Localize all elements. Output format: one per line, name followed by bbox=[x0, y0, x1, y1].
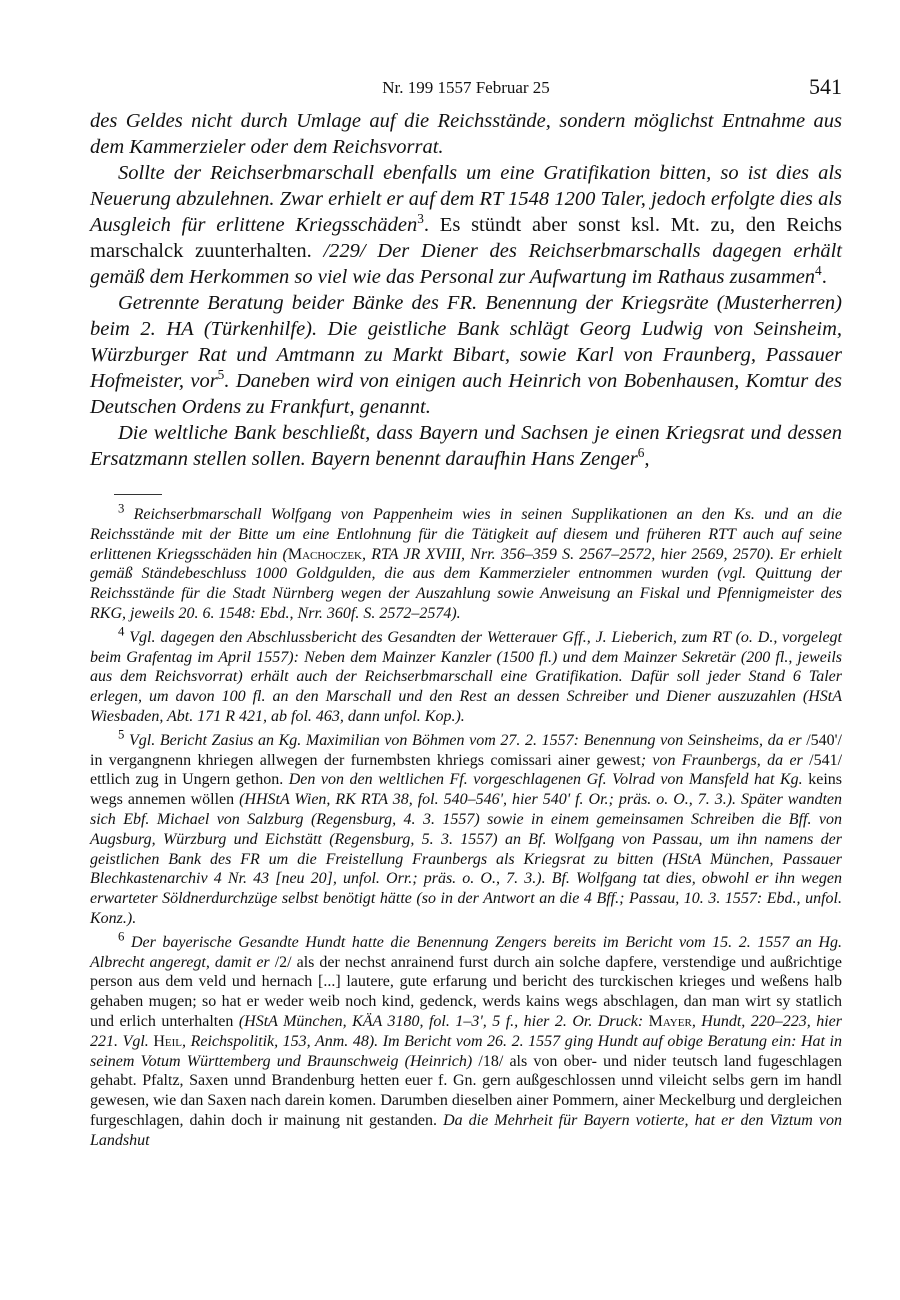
footnote-4 bbox=[90, 624, 843, 727]
footnote-3-number: 3 bbox=[118, 501, 125, 516]
footnote-ref-4[interactable]: 4 bbox=[815, 263, 822, 279]
paragraph-3-summary: Getrennte Beratung beider Bänke des FR. Benennung der Kriegsräte (Musterherren) beim 2. HA (Türkenhilfe). Die geistliche Bank schlägt Georg Ludwig von Seinsheim, Würzburger Rat und Amtmann zu Markt Bibart, sowie Karl von Fraunberg, Passauer Hofmeister, vor bbox=[90, 292, 842, 392]
footnote-5-text-3: Den von den weltlichen Ff. vorgeschlagenen Gf. Volrad von Mansfeld hat Kg. bbox=[283, 771, 809, 789]
running-title: Nr. 199 1557 Februar 25 bbox=[382, 78, 550, 97]
paragraph-3 bbox=[90, 290, 842, 420]
footnotes bbox=[90, 501, 843, 1151]
footnote-6-text-4: , Reichspolitik, 153, Anm. 48). Im Bericht vom 26. 2. 1557 ging Hundt auf obige Beratung ein: Hat in seinem Votum Württemberg und Braunschweig (Heinrich) bbox=[90, 1032, 843, 1070]
footnote-5-quote-2: /541/ ettlich zug in Ungern gethon. bbox=[90, 751, 843, 789]
footnote-4-number: 4 bbox=[118, 624, 125, 639]
footnote-3-text-cont: , RTA JR XVIII, Nrr. 356–359 S. 2567–2572, hier 2569, 2570). Er erhielt gemäß Ständebeschluss 1000 Goldgulden, die aus dem Kammerzieler entnommen wurden (vgl. Quittung der Reichsstände für die Stadt Nürnberg wegen der Auszahlung sowie Anweisung an Fiskal und Pfennigmeister des RKG, jeweils 20. 6. 1548: Ebd., Nrr. 360f. S. 2572–2574). bbox=[90, 545, 843, 622]
footnote-4-text: Vgl. dagegen den Abschlussbericht des Gesandten der Wetterauer Gff., J. Lieberich, zum RT (o. D., vorgelegt beim Grafentag im April 1557): Neben dem Mainzer Kanzler (1500 fl.) und dem Mainzer Sekretär (200 fl., jeweils aus dem Reichsvorrat) erhält auch der Reichserbmarschall eine Gratifikation. Dafür soll jeder Stand 6 Taler erlegen, um davon 100 fl. an den Marschall und den Rest an dessen Schreiber und Diener auszuzahlen (HStA Wiesbaden, Abt. 171 R 421, ab fol. 463, dann unfol. Kop.). bbox=[90, 628, 843, 725]
footnote-6-author-1: Mayer bbox=[648, 1012, 692, 1030]
footnote-3-author: Machoczek bbox=[287, 545, 362, 563]
paragraph-2-end: . bbox=[821, 266, 827, 288]
footnote-5 bbox=[90, 727, 843, 929]
footnote-6-text-5: Da die Mehrheit für Bayern votierte, hat er den Viztum von Landshut bbox=[90, 1111, 843, 1149]
page-number: 541 bbox=[809, 74, 842, 99]
footnote-3 bbox=[90, 501, 843, 624]
footnote-6-quote-1: /2/ als der nechst anrainend furst durch ain solche dapfere, verstendige und außrichtige person aus dem veld und hernach [...] lautere, gute erfarung und bericht des turckischen krieges und weßens halb gehaben mugen; so hat er weder weib noch kind, gedenck, werds kains wegs abschlagen, dan man wirt sy statlich und erlich unterhalten bbox=[90, 953, 842, 1030]
footnote-ref-6[interactable]: 6 bbox=[637, 445, 645, 461]
footnote-5-quote-3: keins wegs annemen wöllen bbox=[90, 771, 843, 809]
footnote-6-author-2: Heil bbox=[153, 1032, 183, 1050]
paragraph-1-text: des Geldes nicht durch Umlage auf die Reichsstände, sondern möglichst Entnahme aus dem Kammerzieler oder dem Reichsvorrat. bbox=[90, 110, 842, 158]
footnote-6-number: 6 bbox=[118, 929, 125, 944]
footnote-3-text: Reichserbmarschall Wolfgang von Pappenheim wies in seinen Supplikationen an den Ks. und an die Reichsstände mit der Bitte um eine Entlohnung für die Tätigkeit auf diesem und früheren RTT auch auf seine erlittenen Kriegsschäden hin ( bbox=[90, 506, 843, 563]
footnote-ref-3[interactable]: 3 bbox=[417, 211, 424, 227]
footnote-6-text: Der bayerische Gesandte Hundt hatte die Benennung Zengers bereits im Bericht vom 15. 2. 1557 an Hg. Albrecht angeregt, damit er bbox=[90, 933, 843, 971]
paragraph-2-quote: . Es stündt aber sonst ksl. Mt. zu, den Reichs marschalck zuunterhalten. bbox=[90, 214, 843, 262]
footnote-6-quote-2: /18/ als von ober- und nider teutsch land fugeschlagen gehabt. Pfaltz, Saxen unnd Brandenburg hetten euer f. Gn. gern außgeschlossen unnd vileicht selbs gern im handl gewesen, wie dan Saxen nach darein komen. Darumben dieselben ainer Pommern, ainer Meckelburg und dergleichen furgeschlagen, dahin doch ir mainung nit gestanden. bbox=[90, 1052, 842, 1129]
footnote-ref-5[interactable]: 5 bbox=[217, 367, 225, 383]
paragraph-4-end: , bbox=[644, 448, 650, 470]
running-head bbox=[90, 74, 842, 108]
footnote-5-quote-1: /540'/ in vergangnenn khriegen allwegen der furnembsten khriegs comissari ainer gewest bbox=[90, 731, 842, 769]
document-page bbox=[90, 74, 843, 1155]
footnote-divider bbox=[114, 494, 162, 495]
paragraph-4-summary: Die weltliche Bank beschließt, dass Bayern und Sachsen je einen Kriegsrat und dessen Ersatzmann stellen sollen. Bayern benennt daraufhin Hans Zenger bbox=[90, 422, 842, 470]
paragraph-4 bbox=[90, 420, 842, 472]
footnote-6-text-3: , Hundt, 220–223, hier 221. Vgl. bbox=[90, 1012, 843, 1050]
footnote-6-text-2: (HStA München, KÄA 3180, fol. 1–3', 5 f., hier 2. Or. Druck: bbox=[233, 1012, 649, 1030]
footnote-5-text-2: ; von Fraunbergs, da er bbox=[640, 751, 810, 769]
footnote-5-text: Vgl. Bericht Zasius an Kg. Maximilian von Böhmen vom 27. 2. 1557: Benennung von Seinsheims, da er bbox=[129, 731, 807, 749]
footnote-5-text-4: (HHStA Wien, RK RTA 38, fol. 540–546', hier 540' f. Or.; präs. o. O., 7. 3.). Später wandten sich Ebf. Michael von Salzburg (Regensburg, 4. 3. 1557) sowie in einem gemeinsamen Schreiben die Bff. von Augsburg, Würzburg und Eichstätt (Regensburg, 5. 3. 1557) an Bf. Wolfgang von Passau, um ihn namens der geistlichen Bank des FR um die Freistellung Fraunbergs als Kriegsrat zu bitten (HStA München, Passauer Blechkastenarchiv 4 Nr. 43 [neu 20], unfol. Orr.; präs. o. O., 7. 3.). Bf. Wolfgang tat dies, obwohl er ihn wegen erwarteter Söldnerdurchzüge selbst benötigt hätte (so in der Antwort an die 4 Bff.; Passau, 10. 3. 1557: Ebd., unfol. Konz.). bbox=[90, 791, 842, 927]
paragraph-1 bbox=[90, 108, 842, 160]
paragraph-2 bbox=[90, 160, 842, 290]
footnote-5-number: 5 bbox=[118, 727, 125, 742]
main-text bbox=[90, 108, 842, 472]
paragraph-3-summary-cont: . Daneben wird von einigen auch Heinrich von Bobenhausen, Komtur des Deutschen Ordens zu Frankfurt, genannt. bbox=[90, 370, 842, 418]
footnote-6 bbox=[90, 929, 843, 1151]
paragraph-2-summary: Sollte der Reichserbmarschall ebenfalls um eine Gratifikation bitten, so ist dies als Neuerung abzulehnen. Zwar erhielt er auf dem RT 1548 1200 Taler, jedoch erfolgte dies als Ausgleich für erlittene Kriegsschäden bbox=[90, 162, 842, 236]
paragraph-2-summary-cont: /229/ Der Diener des Reichserbmarschalls dagegen erhält gemäß dem Herkommen so viel wie das Personal zur Aufwartung im Rathaus zusammen bbox=[90, 240, 842, 288]
